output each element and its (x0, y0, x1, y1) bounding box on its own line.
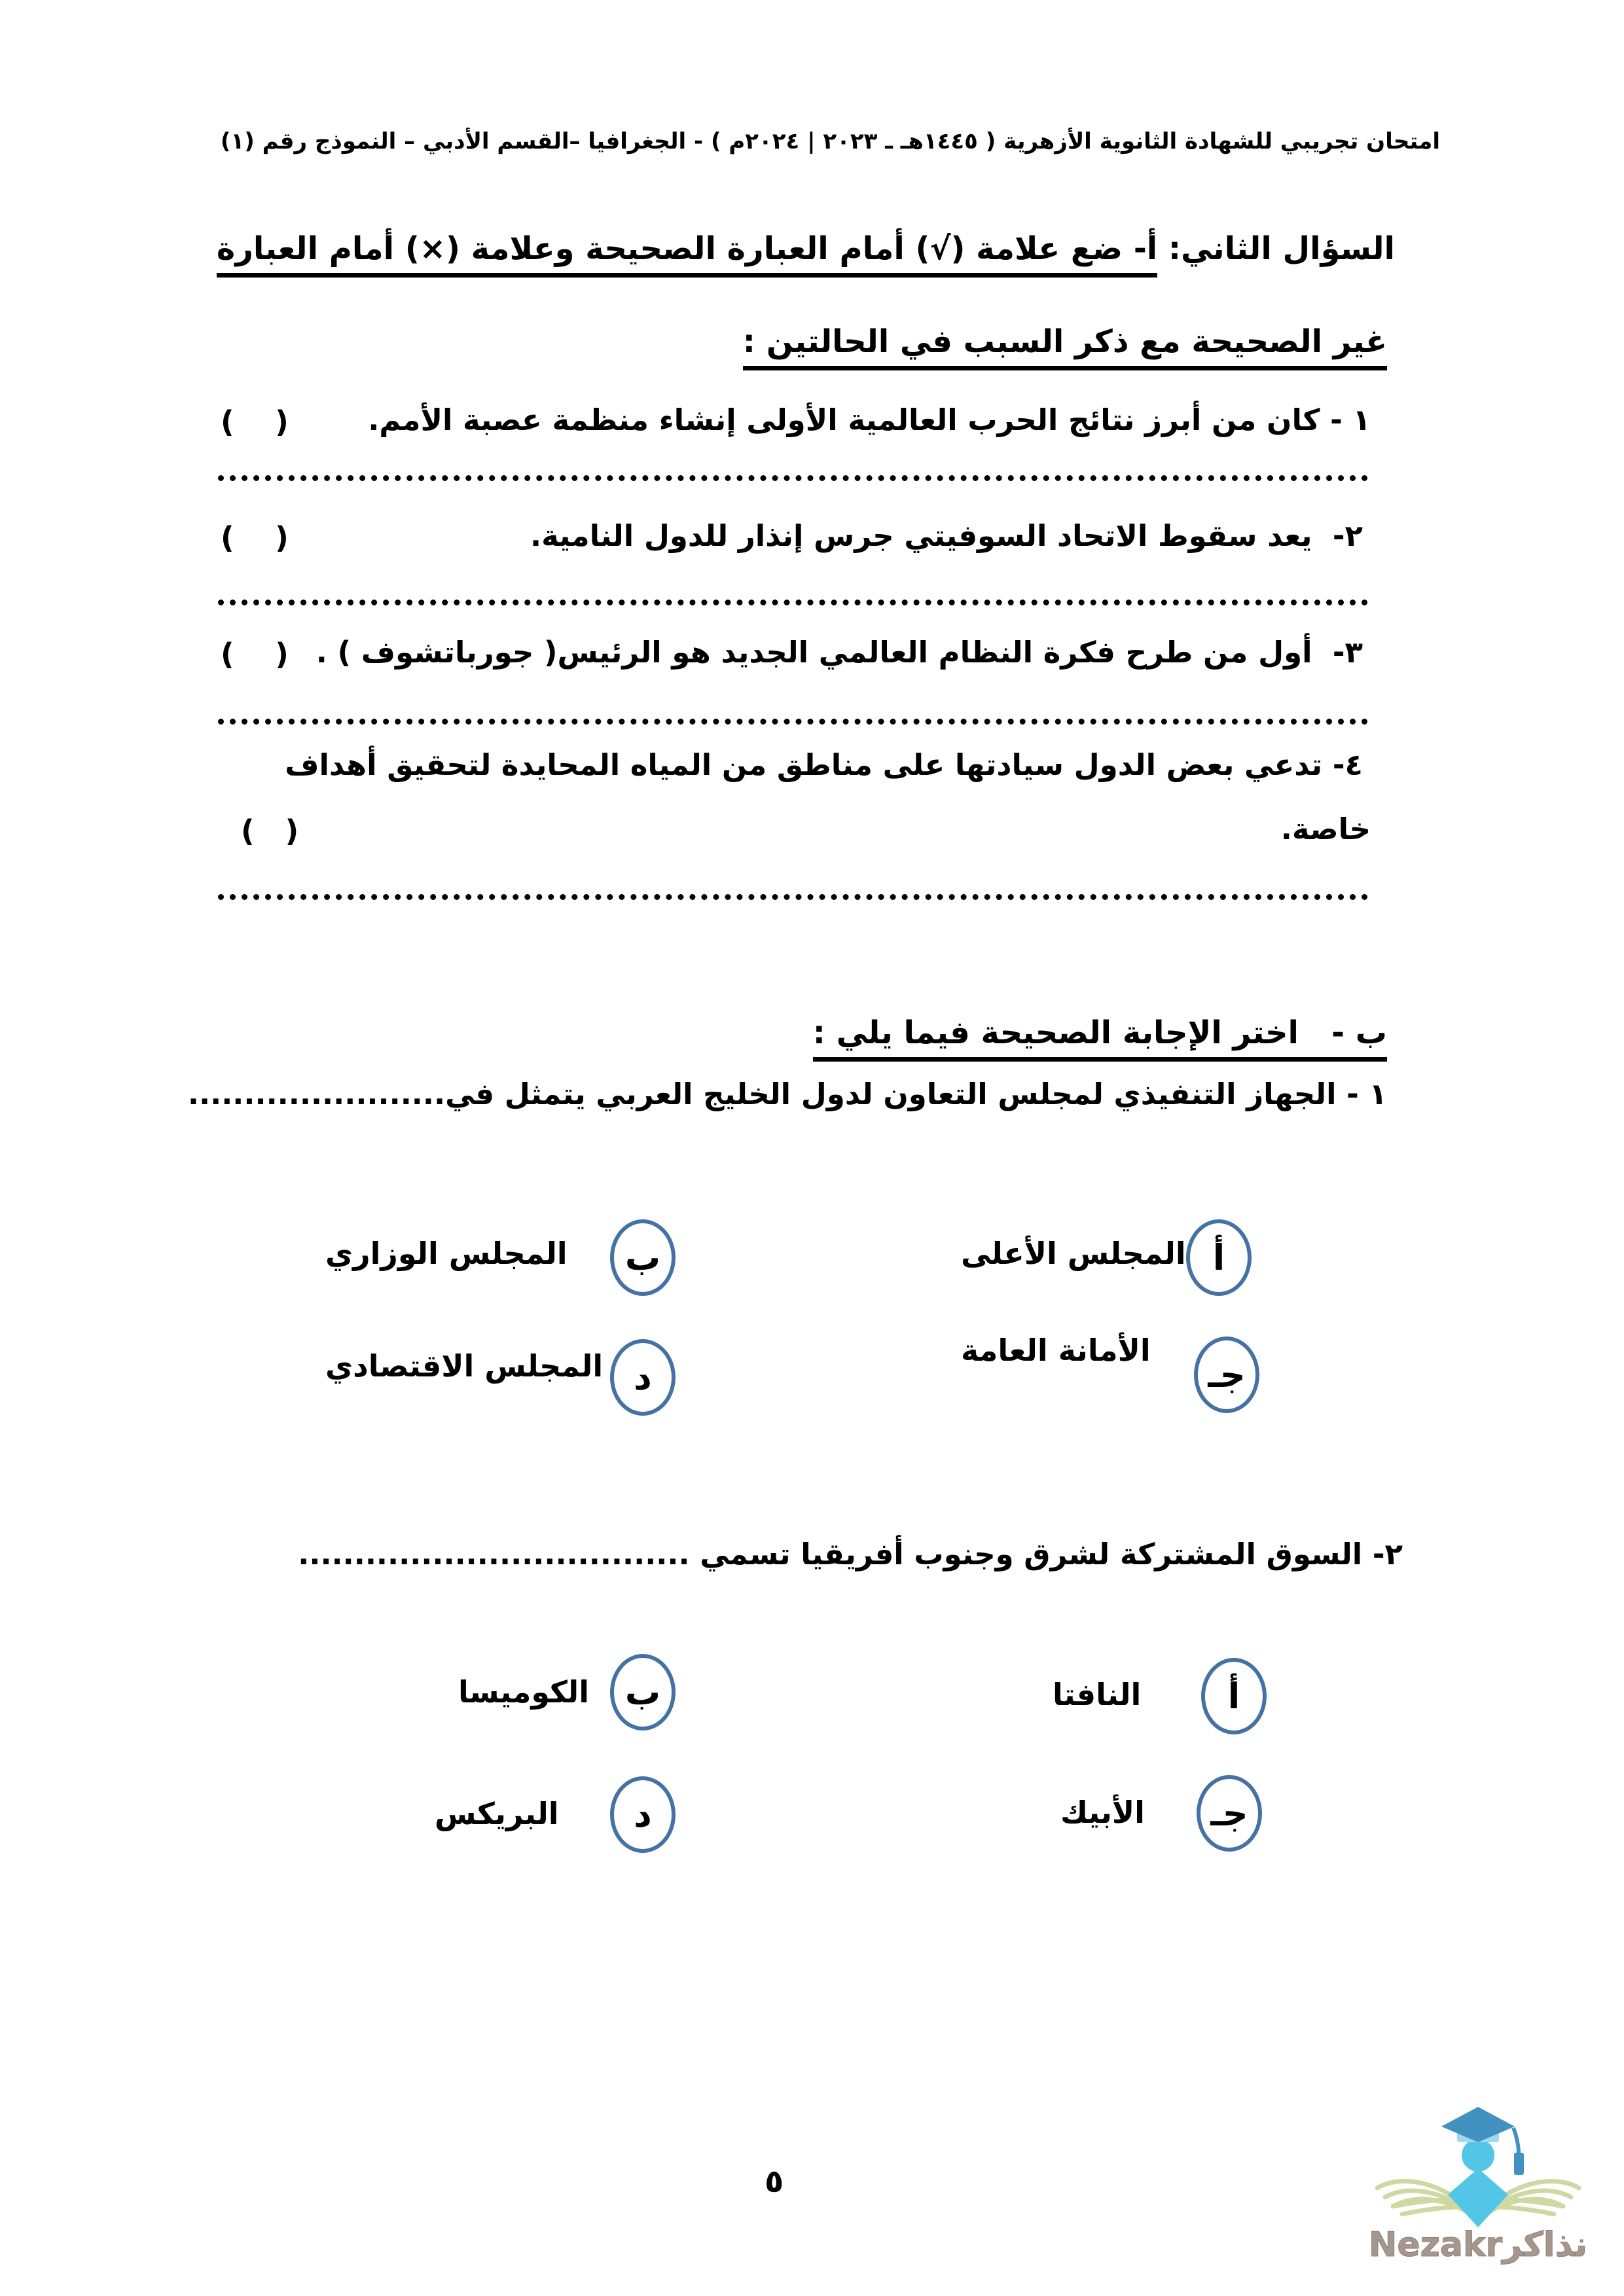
answer-dots-line-4[interactable] (218, 894, 1368, 900)
statement-2-text: ٢- يعد سقوط الاتحاد السوفيتي جرس إنذار للدول النامية. (530, 518, 1363, 553)
q1-option-c-label: الأمانة العامة (961, 1333, 1151, 1368)
statement-3-answer-brackets[interactable]: ( ) (221, 637, 289, 672)
q2-option-c-label: الأبيك (1060, 1795, 1145, 1830)
q1-option-b-label: المجلس الوزاري (325, 1236, 568, 1271)
q2-option-b-circle[interactable]: ب (610, 1654, 676, 1731)
statement-1-answer-brackets[interactable]: ( ) (221, 404, 289, 439)
nezakr-logo-graphic (1368, 2091, 1591, 2268)
section-a-title-line2: غير الصحيحة مع ذكر السبب في الحالتين : (743, 323, 1387, 360)
statement-2-answer-brackets[interactable]: ( ) (221, 520, 289, 555)
q2-option-a-label: النافتا (1053, 1677, 1142, 1712)
question-title-prefix: السؤال الثاني: (1157, 230, 1395, 267)
statement-4-answer-brackets[interactable]: ( ) (241, 814, 299, 848)
mcq-question-2-text: ٢- السوق المشتركة لشرق وجنوب أفريقيا تسمي ................................... (298, 1537, 1403, 1571)
question-title-underlined: أ- ضع علامة (√) أمام العبارة الصحيحة وعلامة (×) أمام العبارة (217, 230, 1157, 278)
q1-option-b-circle[interactable]: ب (610, 1219, 676, 1296)
q2-option-c-circle[interactable]: جـ (1197, 1775, 1262, 1852)
section-a-title-line1 (217, 230, 1395, 267)
answer-dots-line-1[interactable] (218, 475, 1368, 481)
q1-option-d-label: المجلس الاقتصادي (325, 1348, 604, 1384)
nezakr-logo (1368, 2091, 1591, 2270)
statement-1-text: ١ - كان من أبرز نتائج الحرب العالمية الأولى إنشاء منظمة عصبة الأمم. (368, 403, 1371, 437)
page-number: ٥ (765, 2163, 784, 2200)
q2-option-b-label: الكوميسا (458, 1674, 589, 1710)
section-b-title: ب - اختر الإجابة الصحيحة فيما يلي : (813, 1014, 1387, 1051)
q2-option-d-circle[interactable]: د (610, 1776, 676, 1853)
q2-option-d-label: البريكس (435, 1796, 559, 1831)
q1-option-c-circle[interactable]: جـ (1194, 1336, 1259, 1413)
statement-4-text-line1: ٤- تدعي بعض الدول سيادتها على مناطق من المياه المحايدة لتحقيق أهداف (285, 747, 1363, 782)
answer-dots-line-2[interactable] (218, 600, 1368, 605)
q2-option-a-circle[interactable]: أ (1201, 1658, 1267, 1734)
q1-option-a-circle[interactable]: أ (1186, 1219, 1252, 1296)
nezakr-wordmark: Nezakrنذاكر (1368, 2225, 1588, 2265)
q1-option-d-circle[interactable]: د (610, 1339, 676, 1416)
statement-4-text-line2: خاصة. (1280, 812, 1371, 846)
answer-dots-line-3[interactable] (218, 719, 1368, 725)
page-header: امتحان تجريبي للشهادة الثانوية الأزهرية ( ١٤٤٥هـ ـ ٢٠٢٣ | ٢٠٢٤م ) - الجغرافيا –القسم الأدبي – النموذج رقم (١) (220, 128, 1440, 154)
mcq-question-1-text: ١ - الجهاز التنفيذي لمجلس التعاون لدول الخليج العربي يتمثل في....................... (187, 1077, 1387, 1111)
q1-option-a-label: المجلس الأعلى (961, 1236, 1186, 1271)
statement-3-text: ٣- أول من طرح فكرة النظام العالمي الجديد هو الرئيس( جورباتشوف ) . (316, 635, 1363, 670)
